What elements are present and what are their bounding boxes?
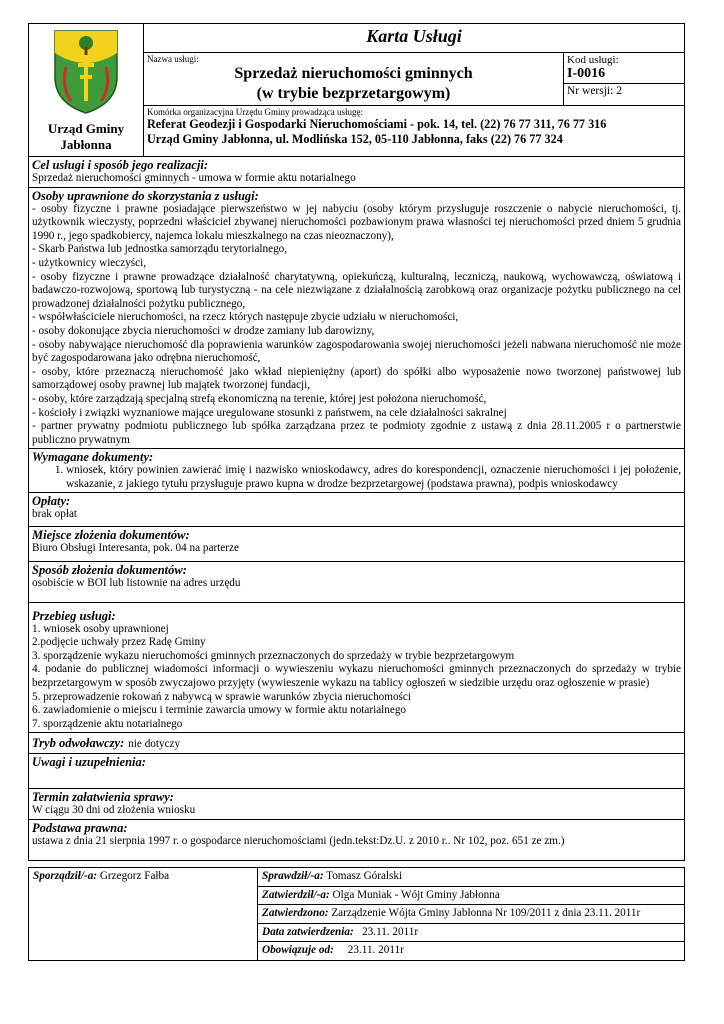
eligible-item: - osoby fizyczne i prawne prowadzące działalność charytatywną, opiekuńczą, kulturalną, leczniczą, naukową, wychowawczą, oświatową i badawczo-rozwojową, sportową lub turystyczną - na cele niezwiązane z działalnością zarobkową oraz organizacje pożytku publicznego na cel prowadzonej działalności pożytku publicznego, — [32, 270, 681, 310]
eligible-item: - współwłaściciele nieruchomości, na rzecz których następuje zbycie udziału w nieruchomości, — [32, 311, 459, 324]
deadline-title: Termin załatwienia sprawy: — [32, 790, 174, 805]
eligible-title: Osoby uprawnione do skorzystania z usługi: — [32, 188, 259, 203]
service-card — [28, 23, 685, 961]
approval-date-label: Data zatwierdzenia: — [262, 925, 354, 938]
approved-with-label: Zatwierdzono: — [262, 907, 329, 920]
effective-cell — [258, 942, 685, 961]
eligible-item: - kościoły i związki wyznaniowe mające uregulowane stosunki z państwem, na cele działalności sakralnej — [32, 406, 507, 419]
eligible-item: - Skarb Państwa lub jednostka samorządu terytorialnego, — [32, 243, 288, 256]
process-item: 3. sporządzenie wykazu nieruchomości gminnych przeznaczonych do sprzedaży w trybie bezprzetargowym — [32, 649, 515, 662]
documents-section — [29, 449, 685, 493]
documents-list — [32, 464, 681, 491]
approved-with: Zarządzenie Wójta Gminy Jabłonna Nr 109/2011 z dnia 23.11. 2011r — [331, 907, 641, 920]
purpose-section — [29, 157, 685, 188]
purpose-title: Cel usługi i sposób jego realizacji: — [32, 158, 209, 172]
fees-title: Opłaty: — [32, 494, 71, 509]
fees-text: brak opłat — [32, 508, 78, 521]
approved-with-cell — [258, 905, 685, 924]
notes-title: Uwagi i uzupełnienia: — [32, 755, 146, 770]
coat-of-arms-icon — [51, 27, 121, 115]
office-name-line2: Jabłonna — [60, 137, 112, 152]
method-title: Sposób złożenia dokumentów: — [32, 562, 187, 577]
approved-label: Zatwierdził/-a: — [262, 888, 330, 901]
purpose-text: Sprzedaż nieruchomości gminnych - umowa w formie aktu notarialnego — [32, 172, 356, 184]
process-item: 7. sporządzenie aktu notarialnego — [32, 717, 183, 730]
version-value: 2 — [616, 85, 622, 98]
approved-by: Olga Muniak - Wójt Gminy Jabłonna — [332, 888, 500, 901]
prepared-by: Grzegorz Fałba — [99, 870, 170, 882]
method-section — [29, 561, 685, 602]
appeal-section — [29, 733, 685, 754]
place-section — [29, 527, 685, 562]
unit-label: Komórka organizacyjna Urzędu Gminy prowadząca usługę: — [147, 107, 364, 118]
eligible-item: - osoby, które zarządzają specjalną strefą ekonomiczną na terenie, której jest położona nieruchomość, — [32, 392, 487, 405]
code-cell — [564, 53, 685, 106]
place-text: Biuro Obsługi Interesanta, pok. 04 na parterze — [32, 542, 239, 555]
legal-title: Podstawa prawna: — [32, 821, 128, 835]
process-item: 4. podanie do publicznej wiadomości informacji o wywieszeniu wykazu nieruchomości gminnych przeznaczonych do sprzedaży w trybie bezprzetargowym w sposób zwyczajowo przyjęty (wywieszenie wykazu na tablicy ogłoszeń w siedzibie urzędu oraz ogłoszenie w prasie) — [32, 663, 681, 690]
approved-cell — [258, 886, 685, 905]
process-section — [29, 602, 685, 733]
process-item: 1. wniosek osoby uprawnionej — [32, 622, 169, 635]
eligible-item: - osoby, które przeznaczą nieruchomość jako wkład niepieniężny (aport) do spółki albo wyposażenie nowo tworzonej państwowej lub samorządowej osoby prawnej lub majątek tworzonej fundacji, — [32, 365, 681, 392]
process-title: Przebieg usługi: — [32, 608, 116, 623]
sections-table — [28, 156, 685, 861]
prepared-label: Sporządził/-a: — [33, 870, 98, 882]
service-code: I-0016 — [567, 66, 606, 82]
service-code-label: Kod usługi: — [567, 54, 619, 67]
unit-line1: Referat Geodezji i Gospodarki Nieruchomościami - pok. 14, tel. (22) 76 77 311, 76 77 316 — [147, 117, 607, 132]
method-text: osobiście w BOI lub listownie na adres urzędu — [32, 576, 241, 589]
office-cell — [29, 24, 144, 157]
process-item: 2.podjęcie uchwały przez Radę Gminy — [32, 636, 206, 649]
card-title: Karta Usługi — [144, 24, 685, 53]
service-name-line2: (w trybie bezprzetargowym) — [256, 85, 451, 103]
header-table — [28, 23, 685, 157]
document-item: 1. wniosek, który powinien zawierać imię i nazwisko wnioskodawcy, adres do korespondencji, oznaczenie nieruchomości i jej położenie, wskazanie, z jakiego tytułu przysługuje prawo kupna w drodze bezprzetargowej (podstawa prawna), podpis wnioskodawcy — [66, 464, 681, 491]
office-name-line1: Urząd Gminy — [47, 121, 125, 136]
legal-section — [29, 820, 685, 861]
service-name-line1: Sprzedaż nieruchomości gminnych — [234, 65, 473, 83]
version-row — [564, 84, 684, 98]
eligible-item: - partner prywatny podmiotu publicznego lub spółka zarządzana przez te podmioty zgodnie z ustawą z dnia 28.11.2005 r o partnerstwie publiczno prywatnym — [32, 420, 681, 446]
service-name-cell — [144, 53, 564, 106]
eligible-section — [29, 187, 685, 449]
appeal-title: Tryb odwoławczy: — [32, 736, 125, 751]
eligible-item: - osoby nabywające nieruchomość dla poprawienia warunków zagospodarowania swojej nieruchomości jeżeli nabwana nieruchomość nie może być zagospodarowana jako odrębna nieruchomość, — [32, 338, 681, 365]
unit-line2: Urząd Gminy Jabłonna, ul. Modlińska 152, 05-110 Jabłonna, faks (22) 76 77 324 — [147, 132, 563, 147]
approval-date: 23.11. 2011r — [362, 925, 419, 938]
eligible-item: - osoby fizyczne i prawne posiadające pierwszeństwo w jej nabyciu (osoby którym przysługuje roszczenie o nabycie nieruchomości, tj. użytkownik wieczysty, poprzedni właściciel zbywanej nieruchomości pozbawionym prawa własności tej nieruchomości przed dniem 5 grudnia 1990 r., jego spadkobiercy, najemca lokalu mieszkalnego na czas nieoznaczony), — [32, 202, 681, 242]
unit-cell — [144, 106, 685, 157]
process-item: 5. przeprowadzenie rokowań z nabywcą w sprawie warunków zbycia nieruchomości — [32, 690, 411, 703]
signature-table — [28, 867, 685, 961]
prepared-cell — [29, 868, 258, 961]
documents-title: Wymagane dokumenty: — [32, 450, 154, 465]
effective-date: 23.11. 2011r — [347, 944, 404, 957]
checked-cell — [258, 868, 685, 887]
fees-section — [29, 493, 685, 527]
deadline-text: W ciągu 30 dni od złożenia wniosku — [32, 804, 196, 817]
checked-label: Sprawdził/-a: — [262, 870, 324, 882]
eligible-item: - użytkownicy wieczyści, — [32, 256, 147, 269]
place-title: Miejsce złożenia dokumentów: — [32, 528, 190, 543]
deadline-section — [29, 789, 685, 820]
service-name-label: Nazwa usługi: — [147, 54, 199, 65]
legal-text: ustawa z dnia 21 sierpnia 1997 r. o gospodarce nieruchomościami (jedn.tekst:Dz.U. z 2010 r.. Nr 102, poz. 651 ze zm.) — [32, 835, 565, 847]
checked-by: Tomasz Góralski — [326, 870, 403, 882]
appeal-text: nie dotyczy — [128, 738, 181, 751]
process-item: 6. zawiadomienie o miejscu i terminie zawarcia umowy w formie aktu notarialnego — [32, 704, 407, 717]
eligible-item: - osoby dokonujące zbycia nieruchomości w drodze zamiany lub darowizny, — [32, 324, 375, 337]
notes-section — [29, 754, 685, 789]
version-label: Nr wersji: — [567, 85, 614, 98]
effective-label: Obowiązuje od: — [262, 944, 334, 957]
approval-date-cell — [258, 923, 685, 942]
